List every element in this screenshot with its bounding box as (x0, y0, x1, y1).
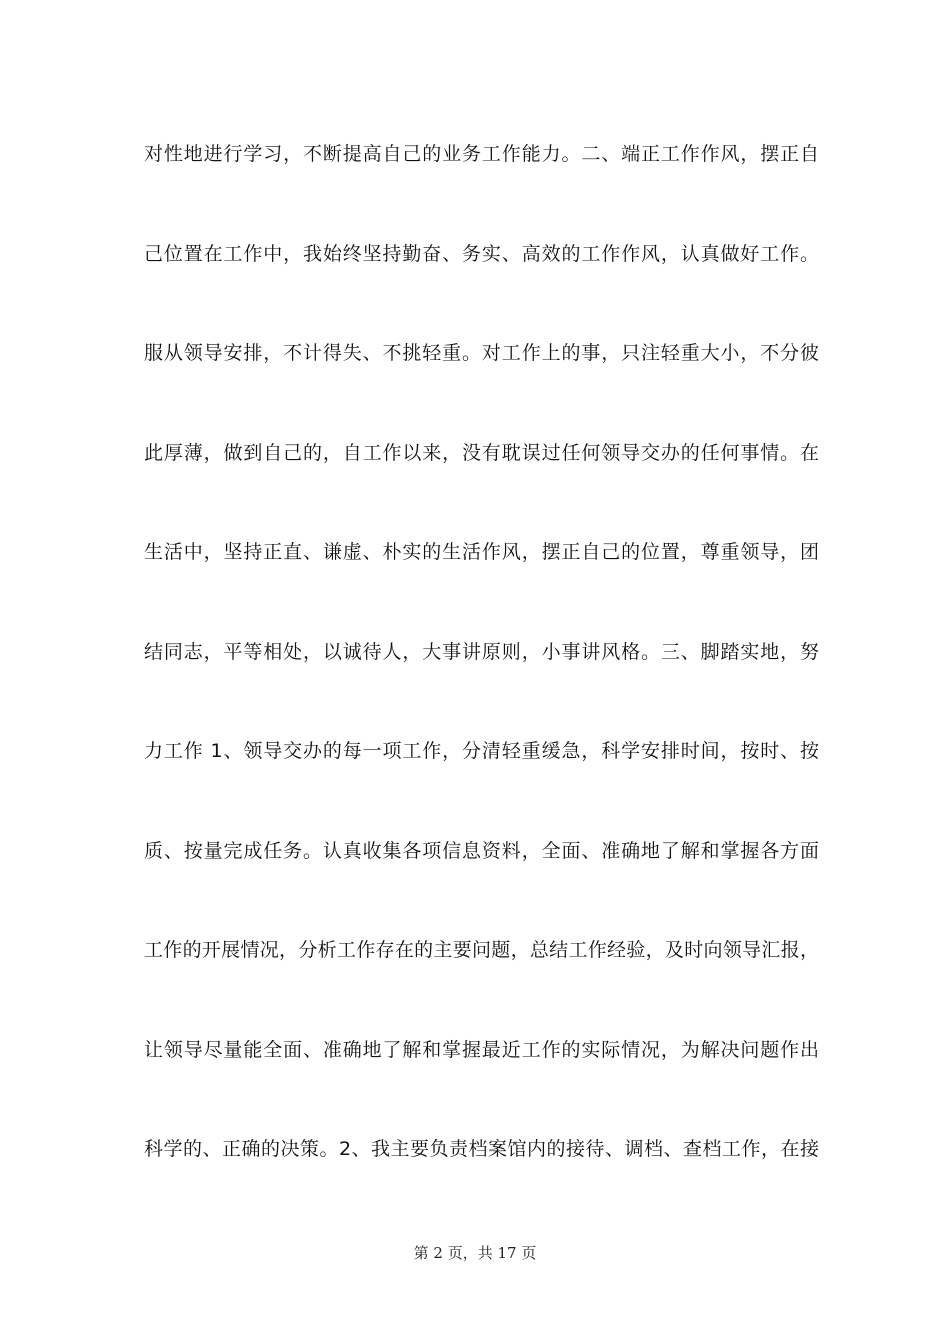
text-line: 让领导尽量能全面、准确地了解和掌握最近工作的实际情况，为解决问题作出 (144, 1038, 819, 1061)
text-line: 工作的开展情况，分析工作存在的主要问题，总结工作经验，及时向领导汇报， (144, 939, 819, 961)
page-number-footer: 第 2 页，共 17 页 (413, 1244, 537, 1262)
text-line: 生活中，坚持正直、谦虚、朴实的生活作风，摆正自己的位置，尊重领导，团 (144, 541, 819, 563)
text-line: 力工作 1、领导交办的每一项工作，分清轻重缓急，科学安排时间，按时、按 (144, 740, 819, 762)
body-text (144, 132, 819, 1227)
text-line: 对性地进行学习，不断提高自己的业务工作能力。二、端正工作作风，摆正自 (144, 143, 819, 165)
text-line: 服从领导安排，不计得失、不挑轻重。对工作上的事，只注轻重大小，不分彼 (144, 342, 819, 364)
text-line: 质、按量完成任务。认真收集各项信息资料，全面、准确地了解和掌握各方面 (144, 839, 819, 862)
text-line: 结同志，平等相处，以诚待人，大事讲原则，小事讲风格。三、脚踏实地，努 (144, 640, 819, 663)
text-line: 科学的、正确的决策。2、我主要负责档案馆内的接待、调档、查档工作，在接 (144, 1138, 819, 1160)
text-line: 此厚薄，做到自己的，自工作以来，没有耽误过任何领导交办的任何事情。在 (144, 441, 819, 464)
text-line: 己位置在工作中，我始终坚持勤奋、务实、高效的工作作风，认真做好工作。 (144, 242, 819, 265)
